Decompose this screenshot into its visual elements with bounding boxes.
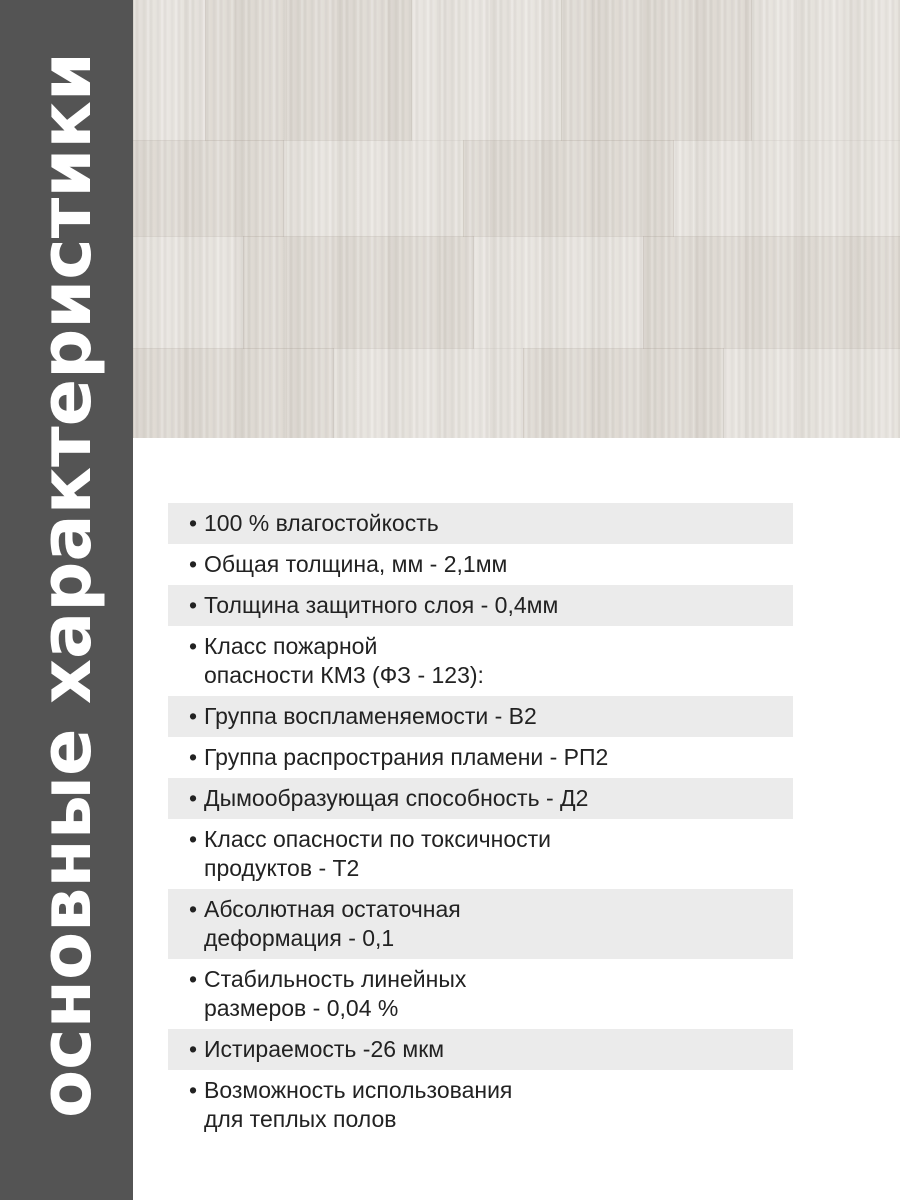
- spec-item: [168, 503, 793, 544]
- spec-item: [168, 819, 793, 889]
- spec-list: [168, 503, 793, 1140]
- spec-line: Класс пожарной: [204, 633, 378, 659]
- bullet-icon: •: [189, 966, 198, 992]
- spec-line: Стабильность линейных: [204, 966, 467, 992]
- bullet-icon: •: [189, 703, 198, 729]
- spec-line: Общая толщина, мм - 2,1мм: [204, 551, 508, 577]
- spec-line: размеров - 0,04 %: [204, 995, 399, 1021]
- spec-line: для теплых полов: [204, 1106, 397, 1132]
- bullet-icon: •: [189, 592, 198, 618]
- bullet-icon: •: [189, 896, 198, 922]
- bullet-icon: •: [189, 633, 198, 659]
- spec-item: [168, 959, 793, 1029]
- bullet-icon: •: [189, 826, 198, 852]
- spec-line: опасности КМ3 (ФЗ - 123):: [204, 662, 484, 688]
- spec-line: Толщина защитного слоя - 0,4мм: [204, 592, 559, 618]
- bullet-icon: •: [189, 1036, 198, 1062]
- spec-line: Группа распространия пламени - РП2: [204, 744, 609, 770]
- spec-item: [168, 626, 793, 696]
- spec-item: [168, 696, 793, 737]
- spec-line: деформация - 0,1: [204, 925, 395, 951]
- spec-line: Возможность использования: [204, 1077, 513, 1103]
- bullet-icon: •: [189, 1077, 198, 1103]
- spec-line: Абсолютная остаточная: [204, 896, 461, 922]
- bullet-icon: •: [189, 551, 198, 577]
- spec-item: [168, 1070, 793, 1140]
- spec-item: [168, 544, 793, 585]
- side-title: основные характеристики: [25, 52, 107, 1118]
- bullet-icon: •: [189, 785, 198, 811]
- spec-line: Группа воспламеняемости - В2: [204, 703, 537, 729]
- spec-line: Истираемость -26 мкм: [204, 1036, 445, 1062]
- bullet-icon: •: [189, 510, 198, 536]
- spec-line: 100 % влагостойкость: [204, 510, 439, 536]
- wood-texture-image: [133, 0, 900, 438]
- side-bar: [0, 0, 133, 1200]
- spec-item: [168, 889, 793, 959]
- spec-item: [168, 1029, 793, 1070]
- spec-line: Класс опасности по токсичности: [204, 826, 552, 852]
- bullet-icon: •: [189, 744, 198, 770]
- spec-item: [168, 778, 793, 819]
- spec-item: [168, 585, 793, 626]
- spec-item: [168, 737, 793, 778]
- spec-line: Дымообразующая способность - Д2: [204, 785, 589, 811]
- spec-line: продуктов - Т2: [204, 855, 360, 881]
